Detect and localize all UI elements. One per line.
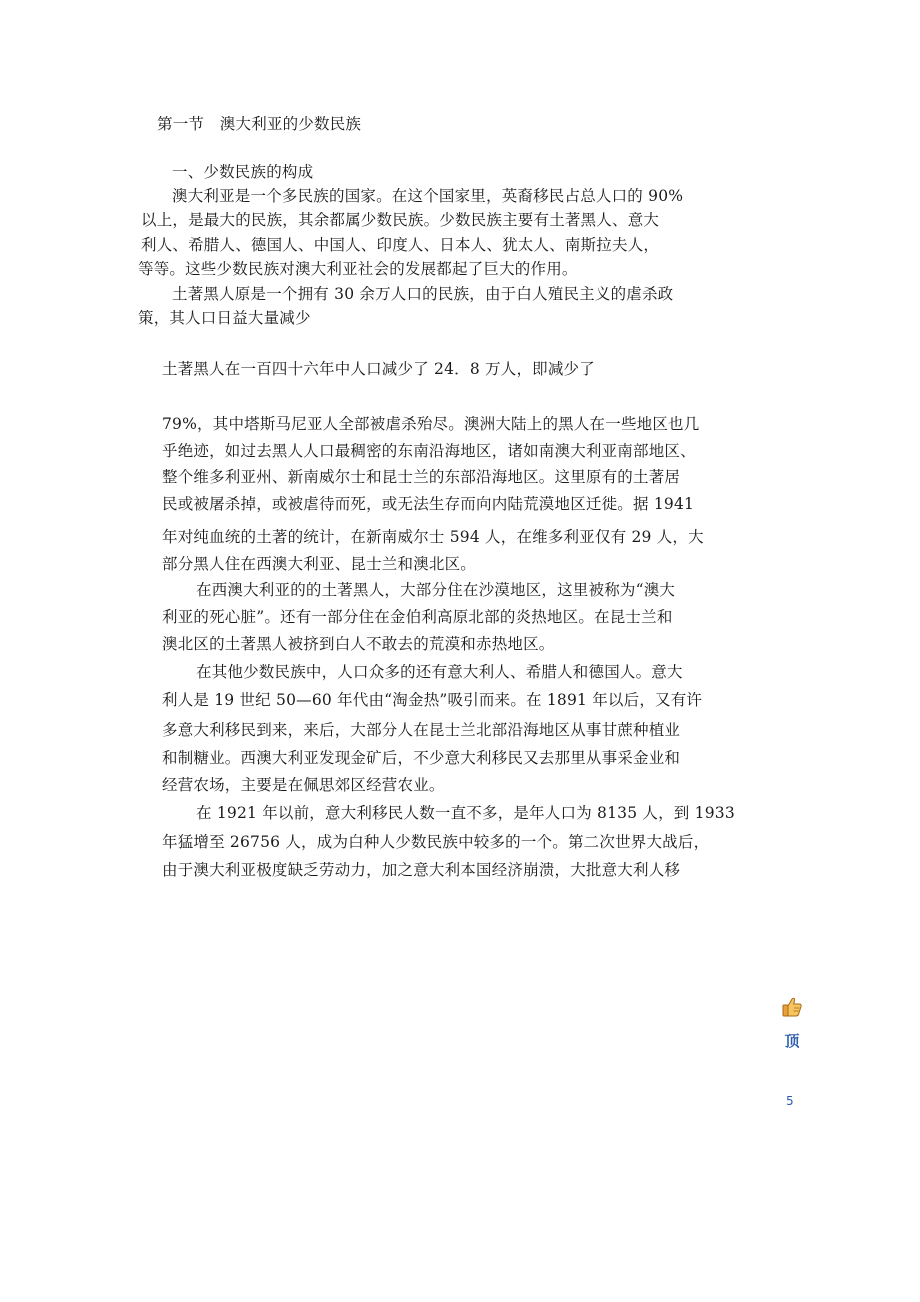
text-line: 澳北区的土著黑人被挤到白人不敢去的荒漠和赤热地区。	[162, 635, 555, 653]
text-line: 由于澳大利亚极度缺乏劳动力，加之意大利本国经济崩溃，大批意大利人移	[162, 861, 681, 879]
thumbs-up-icon	[778, 996, 806, 1018]
text-line: 在西澳大利亚的的土著黑人，大部分住在沙漠地区，这里被称为“澳大	[196, 581, 676, 599]
text-line: 利亚的死心脏”。还有一部分住在金伯利高原北部的炎热地区。在昆士兰和	[162, 608, 673, 626]
text-line: 年对纯血统的土著的统计，在新南威尔士 594 人，在维多利亚仅有 29 人，大	[162, 528, 704, 546]
text-line: 土著黑人在一百四十六年中人口减少了 24．8 万人，即减少了	[162, 360, 595, 378]
text-line: 策，其人口日益大量减少	[138, 309, 311, 327]
text-line: 年猛增至 26756 人，成为白种人少数民族中较多的一个。第二次世界大战后，	[162, 833, 710, 851]
text-line: 民或被屠杀掉，或被虐待而死，或无法生存而向内陆荒漠地区迁徙。据 1941	[162, 495, 695, 513]
text-line: 在 1921 年以前，意大利移民人数一直不多，是年人口为 8135 人，到 1933	[196, 804, 735, 822]
text-line: 经营农场，主要是在佩思郊区经营农业。	[162, 776, 445, 794]
text-line: 79%，其中塔斯马尼亚人全部被虐杀殆尽。澳洲大陆上的黑人在一些地区也几	[162, 415, 700, 433]
text-line: 和制糖业。西澳大利亚发现金矿后，不少意大利移民又去那里从事采金业和	[162, 749, 681, 767]
text-line: 利人、希腊人、德国人、中国人、印度人、日本人、犹太人、南斯拉夫人，	[141, 236, 660, 254]
text-line: 利人是 19 世纪 50—60 年代由“淘金热”吸引而来。在 1891 年以后，又有许	[162, 691, 703, 709]
subsection-title: 一、少数民族的构成	[172, 163, 314, 181]
text-line: 以上，是最大的民族，其余都属少数民族。少数民族主要有土著黑人、意大	[141, 211, 660, 229]
vote-label: 顶	[784, 1032, 800, 1050]
text-line: 部分黑人住在西澳大利亚、昆士兰和澳北区。	[162, 555, 477, 573]
text-line: 在其他少数民族中，人口众多的还有意大利人、希腊人和德国人。意大	[196, 663, 683, 681]
text-line: 澳大利亚是一个多民族的国家。在这个国家里，英裔移民占总人口的 90%	[172, 187, 684, 205]
text-line: 土著黑人原是一个拥有 30 余万人口的民族，由于白人殖民主义的虐杀政	[172, 285, 674, 303]
text-line: 等等。这些少数民族对澳大利亚社会的发展都起了巨大的作用。	[138, 260, 578, 278]
page-number: 5	[786, 1094, 794, 1108]
text-line: 乎绝迹，如过去黑人人口最稠密的东南沿海地区，诸如南澳大利亚南部地区、	[162, 442, 696, 460]
section-title: 第一节 澳大利亚的少数民族	[157, 115, 362, 133]
vote-up-button[interactable]	[778, 996, 806, 1051]
text-line: 整个维多利亚州、新南威尔士和昆士兰的东部沿海地区。这里原有的土著居	[162, 468, 681, 486]
text-line: 多意大利移民到来，来后，大部分人在昆士兰北部沿海地区从事甘蔗种植业	[162, 721, 681, 739]
